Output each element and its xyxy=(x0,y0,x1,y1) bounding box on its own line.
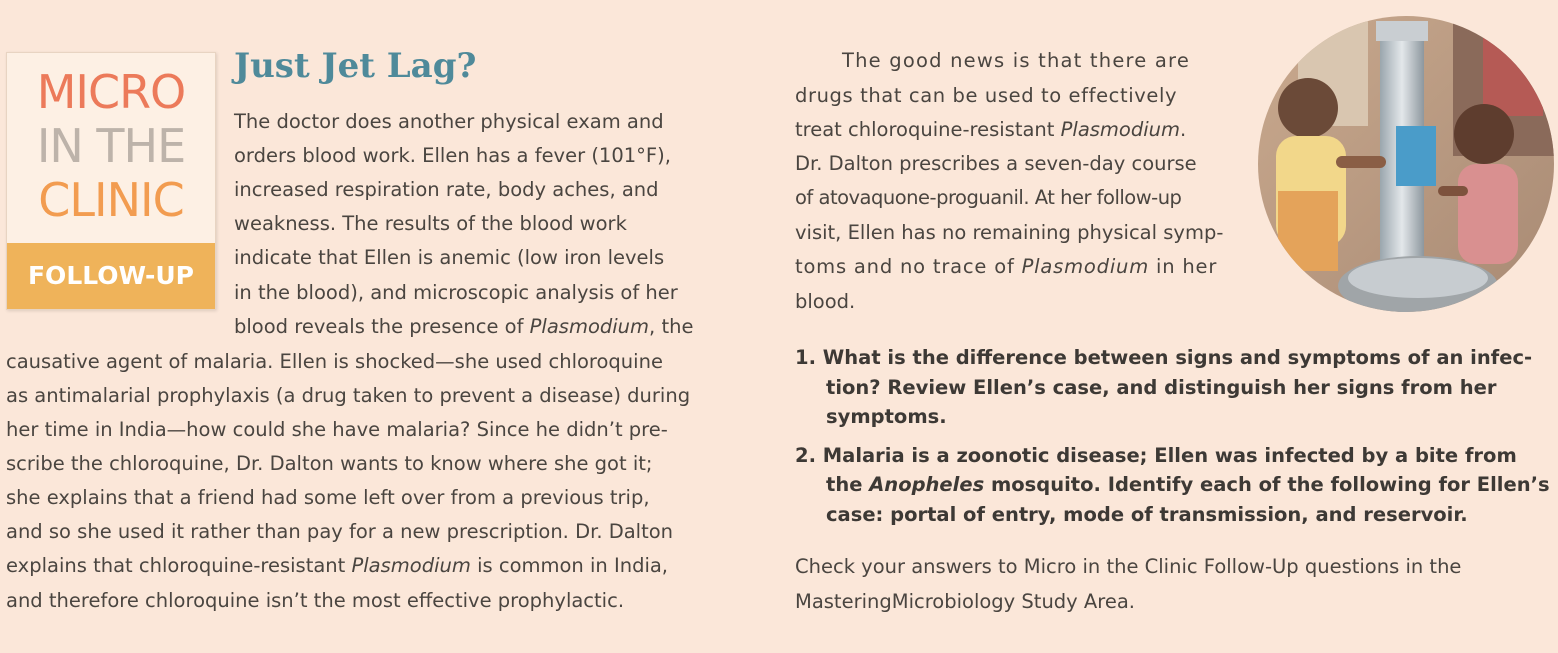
question-1-line: tion? Review Ellen’s case, and distinguish her signs from her xyxy=(826,376,1497,399)
body-line: drugs that can be used to effectively xyxy=(795,84,1178,107)
text-run-italic: Plasmodium xyxy=(351,554,471,577)
micro-in-the-clinic-badge xyxy=(6,52,216,310)
body-line: in the blood), and microscopic analysis of her xyxy=(234,281,678,304)
body-line xyxy=(6,549,668,583)
body-line: she explains that a friend had some left over from a previous trip, xyxy=(6,486,650,509)
text-run: explains that chloroquine-resistant xyxy=(6,554,352,577)
body-line: and so she used it rather than pay for a new prescription. Dr. Dalton xyxy=(6,520,674,543)
question-2-line: case: portal of entry, mode of transmission, and reservoir. xyxy=(826,503,1468,526)
badge-follow-up: FOLLOW-UP xyxy=(7,243,215,309)
body-line: scribe the chloroquine, Dr. Dalton wants to know where she got it; xyxy=(6,452,653,475)
body-line: indicate that Ellen is anemic (low iron levels xyxy=(234,246,665,269)
question-2-line: 2. Malaria is a zoonotic disease; Ellen was infected by a bite from xyxy=(795,444,1517,467)
text-run-italic: Plasmodium xyxy=(1021,255,1149,278)
body-line xyxy=(234,310,693,344)
section-title: Just Jet Lag? xyxy=(234,46,477,86)
body-line: as antimalarial prophylaxis (a drug taken to prevent a disease) during xyxy=(6,384,691,407)
text-run: is common in India, xyxy=(470,554,669,577)
question-2-line xyxy=(826,470,1550,500)
body-line: of atovaquone-proguanil. At her follow-up xyxy=(795,186,1182,209)
footer-line: MasteringMicrobiology Study Area. xyxy=(795,590,1135,613)
badge-in-the: IN THE xyxy=(36,119,186,173)
badge-micro: MICRO xyxy=(36,65,186,119)
text-run: . xyxy=(1180,118,1187,141)
text-run: mosquito. Identify each of the following for Ellen’s xyxy=(984,473,1550,496)
text-run: the xyxy=(826,473,870,496)
photo-illustration xyxy=(1258,16,1554,312)
body-line: weakness. The results of the blood work xyxy=(234,212,627,235)
text-run-italic: Plasmodium xyxy=(529,315,650,338)
question-1-line: 1. What is the difference between signs and symptoms of an infec- xyxy=(795,346,1533,369)
body-line: The good news is that there are xyxy=(842,49,1191,72)
body-line: her time in India—how could she have malaria? Since he didn’t pre- xyxy=(6,418,668,441)
body-line: visit, Ellen has no remaining physical symp- xyxy=(795,221,1224,244)
badge-clinic: CLINIC xyxy=(38,173,184,227)
text-run: , the xyxy=(649,315,694,338)
body-line: increased respiration rate, body aches, and xyxy=(234,178,659,201)
text-run: treat chloroquine-resistant xyxy=(795,118,1061,141)
text-run: in her xyxy=(1149,255,1218,278)
body-line: The doctor does another physical exam and xyxy=(234,110,664,133)
body-line: Dr. Dalton prescribes a seven-day course xyxy=(795,152,1197,175)
text-run-italic: Plasmodium xyxy=(1060,118,1181,141)
text-run-italic: Anopheles xyxy=(869,473,985,496)
body-line: causative agent of malaria. Ellen is shocked—she used chloroquine xyxy=(6,350,663,373)
question-1-line: symptoms. xyxy=(826,405,947,428)
footer-line: Check your answers to Micro in the Clinic Follow-Up questions in the xyxy=(795,555,1462,578)
children-water-pump-photo xyxy=(1258,16,1554,312)
body-line xyxy=(795,113,1186,147)
body-line: orders blood work. Ellen has a fever (101°F), xyxy=(234,144,671,167)
text-run: blood reveals the presence of xyxy=(234,315,530,338)
body-line: blood. xyxy=(795,290,856,313)
body-line: and therefore chloroquine isn’t the most effective prophylactic. xyxy=(6,589,625,612)
body-line xyxy=(795,250,1217,284)
text-run: toms and no trace of xyxy=(795,255,1022,278)
